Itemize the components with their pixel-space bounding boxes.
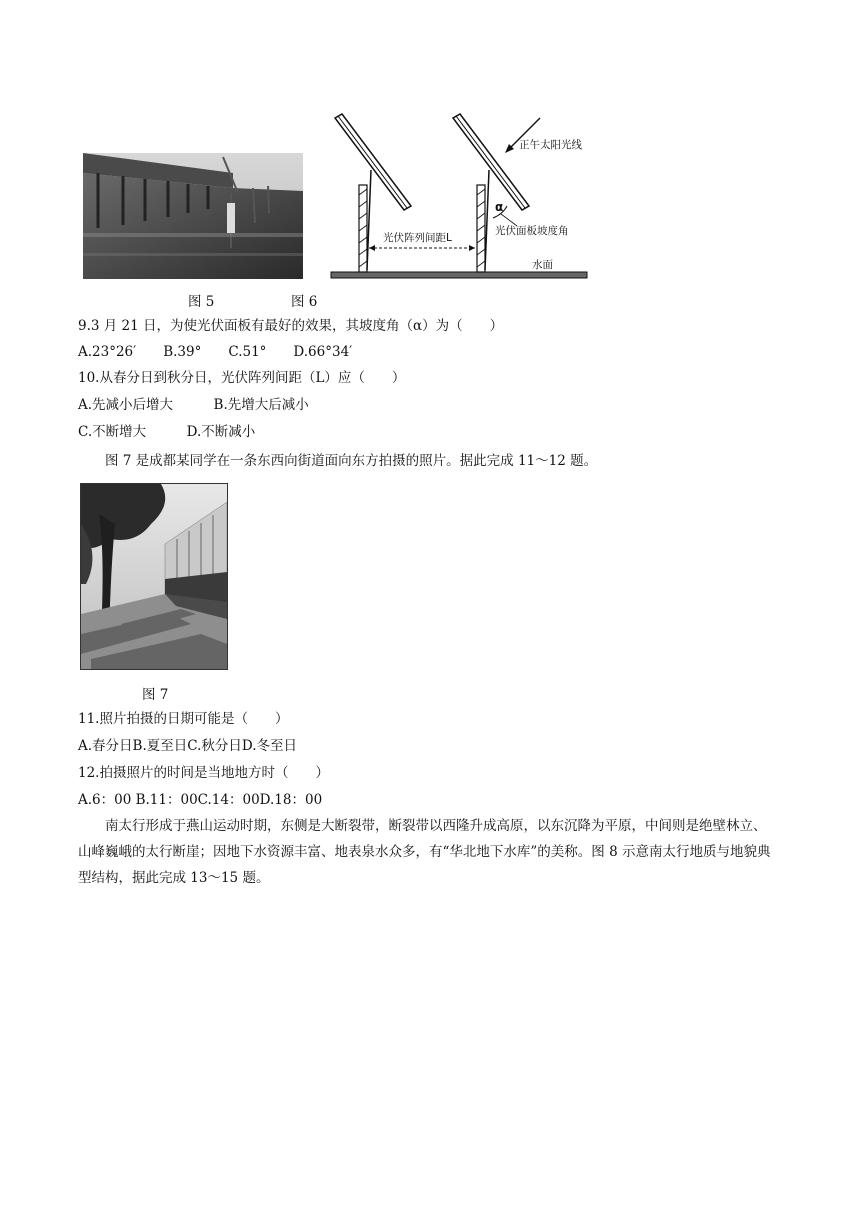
- label-water: 水面: [532, 259, 553, 271]
- figure-7-caption: 图 7: [142, 687, 169, 703]
- figure-5-caption: 图 5: [188, 294, 215, 310]
- label-slope-angle: 光伏面板坡度角: [495, 225, 569, 237]
- figure-5-photo: [83, 153, 303, 279]
- figure-6-caption: 图 6: [291, 294, 318, 310]
- question-10-stem: 10.从春分日到秋分日，光伏阵列间距（L）应（ ）: [78, 370, 406, 386]
- question-12-options: A.6：00 B.11：00C.14：00D.18：00: [78, 792, 323, 808]
- question-10-options-row2: C.不断增大 D.不断减小: [78, 424, 256, 440]
- intro-11-12: 图 7 是成都某同学在一条东西向街道面向东方拍摄的照片。据此完成 11～12 题。: [105, 453, 598, 469]
- figure-7-photo: [80, 483, 228, 670]
- figure-6-diagram: [325, 110, 590, 282]
- question-10-options-row1: A.先减小后增大 B.先增大后减小: [78, 397, 309, 413]
- label-alpha: α: [495, 200, 504, 214]
- intro-13-15: 南太行形成于燕山运动时期，东侧是大断裂带，断裂带以西隆升成高原，以东沉降为平原，中间则是绝壁林立、山峰巍峨的太行断崖；因地下水资源丰富、地表泉水众多，有“华北地下水库”的美称。图 8 示意南太行地质与地貌典型结构，据此完成 13～15 题。: [78, 818, 771, 886]
- label-sunlight: 正午太阳光线: [519, 139, 582, 151]
- question-12-stem: 12.拍摄照片的时间是当地地方时（ ）: [78, 765, 329, 781]
- question-9-options: A.23°26′ B.39° C.51° D.66°34′: [78, 344, 353, 360]
- label-spacing: 光伏阵列间距L: [383, 232, 452, 244]
- question-11-options: A.春分日B.夏至日C.秋分日D.冬至日: [78, 738, 298, 754]
- question-9-stem: 9.3 月 21 日，为使光伏面板有最好的效果，其坡度角（α）为（ ）: [78, 318, 504, 334]
- question-11-stem: 11.照片拍摄的日期可能是（ ）: [78, 711, 289, 727]
